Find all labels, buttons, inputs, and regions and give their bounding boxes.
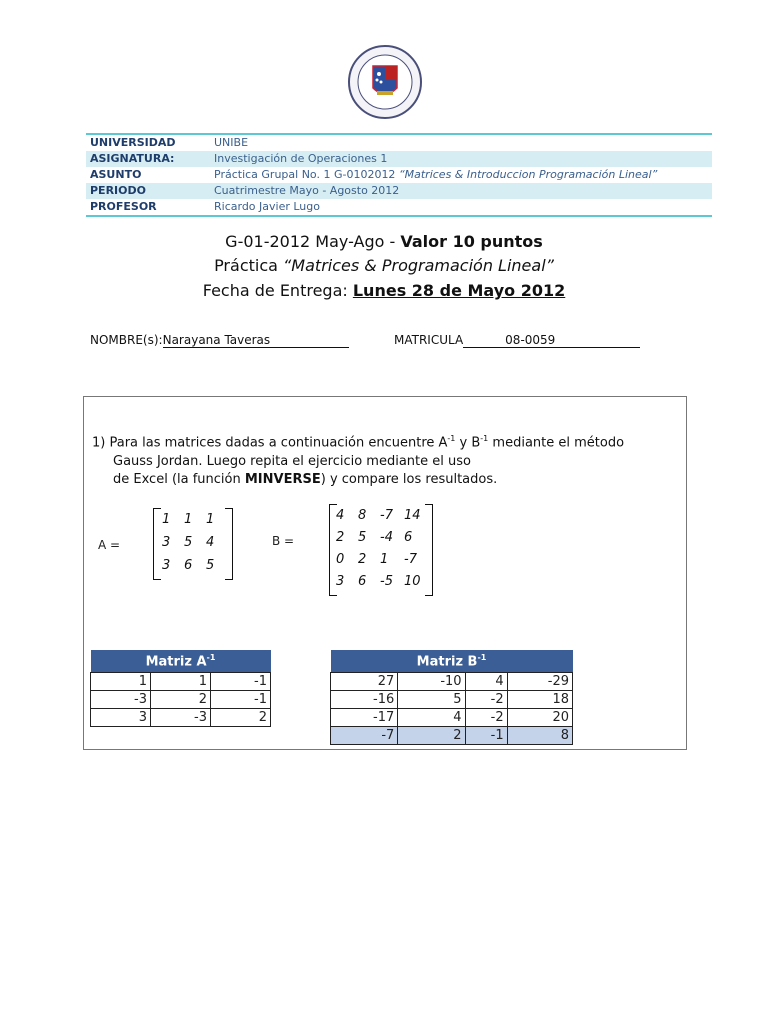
inverse-a-header [91, 650, 271, 673]
info-value: Ricardo Javier Lugo [214, 200, 320, 213]
table-cell: -10 [398, 673, 465, 691]
table-cell: 3 [91, 709, 151, 727]
question-1-text [92, 430, 682, 490]
info-label: ASIGNATURA: [90, 152, 175, 165]
info-row-asignatura [86, 151, 712, 167]
assignment-subtitle [0, 256, 768, 275]
table-cell: 27 [331, 673, 398, 691]
table-row [331, 673, 573, 691]
matrix-cell: 10 [404, 574, 421, 589]
info-value [214, 167, 712, 183]
matrix-cell: 8 [358, 508, 367, 523]
course-info-table [86, 133, 712, 217]
inverse-a-table [90, 650, 271, 727]
table-cell: -7 [331, 727, 398, 745]
question-part: ) y compare los resultados. [320, 472, 498, 488]
table-row [331, 709, 573, 727]
table-cell: -2 [465, 691, 507, 709]
subtitle-prefix: Práctica [214, 256, 284, 275]
table-cell: -2 [465, 709, 507, 727]
table-row [331, 691, 573, 709]
matrix-cell: 0 [336, 552, 345, 567]
table-cell: 4 [465, 673, 507, 691]
inverse-b-table [330, 650, 573, 745]
matrix-cell: -5 [380, 574, 393, 589]
subtitle-topic: “Matrices & Programación Lineal” [283, 256, 554, 275]
matrix-cell: 14 [404, 508, 421, 523]
inverse-b-title: Matriz B [416, 654, 478, 670]
matricula-field: 08-0059 [463, 333, 640, 348]
question-line-1 [92, 430, 682, 453]
question-part: mediante el método [488, 435, 625, 451]
inverse-b-header [331, 650, 573, 673]
matrix-cell: 5 [184, 535, 193, 550]
due-date-value: Lunes 28 de Mayo 2012 [352, 281, 566, 300]
table-cell: 1 [91, 673, 151, 691]
matrix-a [153, 508, 233, 580]
matrix-cell: 1 [380, 552, 389, 567]
question-line-2: Gauss Jordan. Luego repita el ejercicio mediante el uso [113, 453, 471, 469]
table-cell: -1 [211, 673, 271, 691]
question-part: 1) Para las matrices dadas a continuación encuentre A [92, 435, 448, 451]
matrix-a-label: A = [98, 538, 121, 552]
matricula-label: MATRICULA [394, 333, 464, 347]
matrix-b-label: B = [272, 534, 295, 548]
table-cell: 2 [151, 691, 211, 709]
matrix-cell: 3 [336, 574, 345, 589]
table-cell: 5 [398, 691, 465, 709]
info-row-periodo [86, 183, 712, 199]
table-cell: 18 [507, 691, 572, 709]
inverse-b-title-sup: -1 [477, 652, 487, 662]
matrix-cell: 3 [162, 535, 171, 550]
matrix-cell: 1 [184, 512, 193, 527]
inverse-a-title-sup: -1 [206, 652, 216, 662]
table-row [331, 727, 573, 745]
info-label: UNIVERSIDAD [90, 136, 176, 149]
matrix-cell: 2 [358, 552, 367, 567]
title-points: Valor 10 puntos [400, 232, 543, 251]
question-part: y B [455, 435, 481, 451]
info-value: UNIBE [214, 136, 249, 149]
table-cell: 2 [211, 709, 271, 727]
matrix-b [329, 504, 433, 596]
table-row [91, 691, 271, 709]
table-cell: -3 [91, 691, 151, 709]
table-cell: -29 [507, 673, 572, 691]
matrix-cell: 6 [358, 574, 367, 589]
matrix-cell: 6 [184, 558, 193, 573]
title-code: G-01-2012 May-Ago - [225, 232, 401, 251]
asunto-italic-text: “Matrices & Introduccion Programación Lineal” [398, 168, 658, 181]
table-cell: 4 [398, 709, 465, 727]
matrix-cell: 1 [206, 512, 215, 527]
table-cell: -16 [331, 691, 398, 709]
question-part: de Excel (la función [113, 472, 245, 488]
info-row-asunto [86, 167, 712, 183]
name-label: NOMBRE(s): [90, 333, 163, 347]
info-row-universidad [86, 135, 712, 151]
info-label: ASUNTO [90, 168, 142, 181]
question-line-3 [92, 471, 682, 490]
matrix-cell: -7 [380, 508, 393, 523]
question-sup: -1 [480, 434, 489, 443]
matrix-cell: 4 [336, 508, 345, 523]
matricula-line [394, 333, 640, 348]
info-row-profesor [86, 199, 712, 215]
table-cell: 20 [507, 709, 572, 727]
matrix-cell: -7 [404, 552, 417, 567]
matrix-cell: 4 [206, 535, 215, 550]
inverse-a-title: Matriz A [145, 654, 207, 670]
due-date-label: Fecha de Entrega: [202, 281, 353, 300]
info-value: Cuatrimestre Mayo - Agosto 2012 [214, 184, 400, 197]
matrix-cell: 6 [404, 530, 413, 545]
matrix-cell: 5 [358, 530, 367, 545]
assignment-title [0, 232, 768, 251]
due-date-line [0, 281, 768, 300]
info-label: PERIODO [90, 184, 146, 197]
table-cell: 8 [507, 727, 572, 745]
table-cell: -17 [331, 709, 398, 727]
info-label: PROFESOR [90, 200, 157, 213]
university-seal-logo [347, 44, 423, 120]
table-row [91, 709, 271, 727]
matrix-cell: 1 [162, 512, 171, 527]
matrix-cell: 2 [336, 530, 345, 545]
asunto-text: Práctica Grupal No. 1 G-0102012 [214, 168, 399, 181]
matrix-cell: 5 [206, 558, 215, 573]
question-sup: -1 [447, 434, 456, 443]
student-name-line [90, 333, 349, 348]
table-cell: -1 [211, 691, 271, 709]
info-value: Investigación de Operaciones 1 [214, 152, 388, 165]
table-cell: -3 [151, 709, 211, 727]
table-cell: 2 [398, 727, 465, 745]
table-row [91, 673, 271, 691]
table-cell: -1 [465, 727, 507, 745]
matrix-cell: -4 [380, 530, 393, 545]
matrix-cell: 3 [162, 558, 171, 573]
function-name: MINVERSE [244, 472, 321, 488]
table-cell: 1 [151, 673, 211, 691]
name-field: Narayana Taveras [163, 333, 349, 348]
